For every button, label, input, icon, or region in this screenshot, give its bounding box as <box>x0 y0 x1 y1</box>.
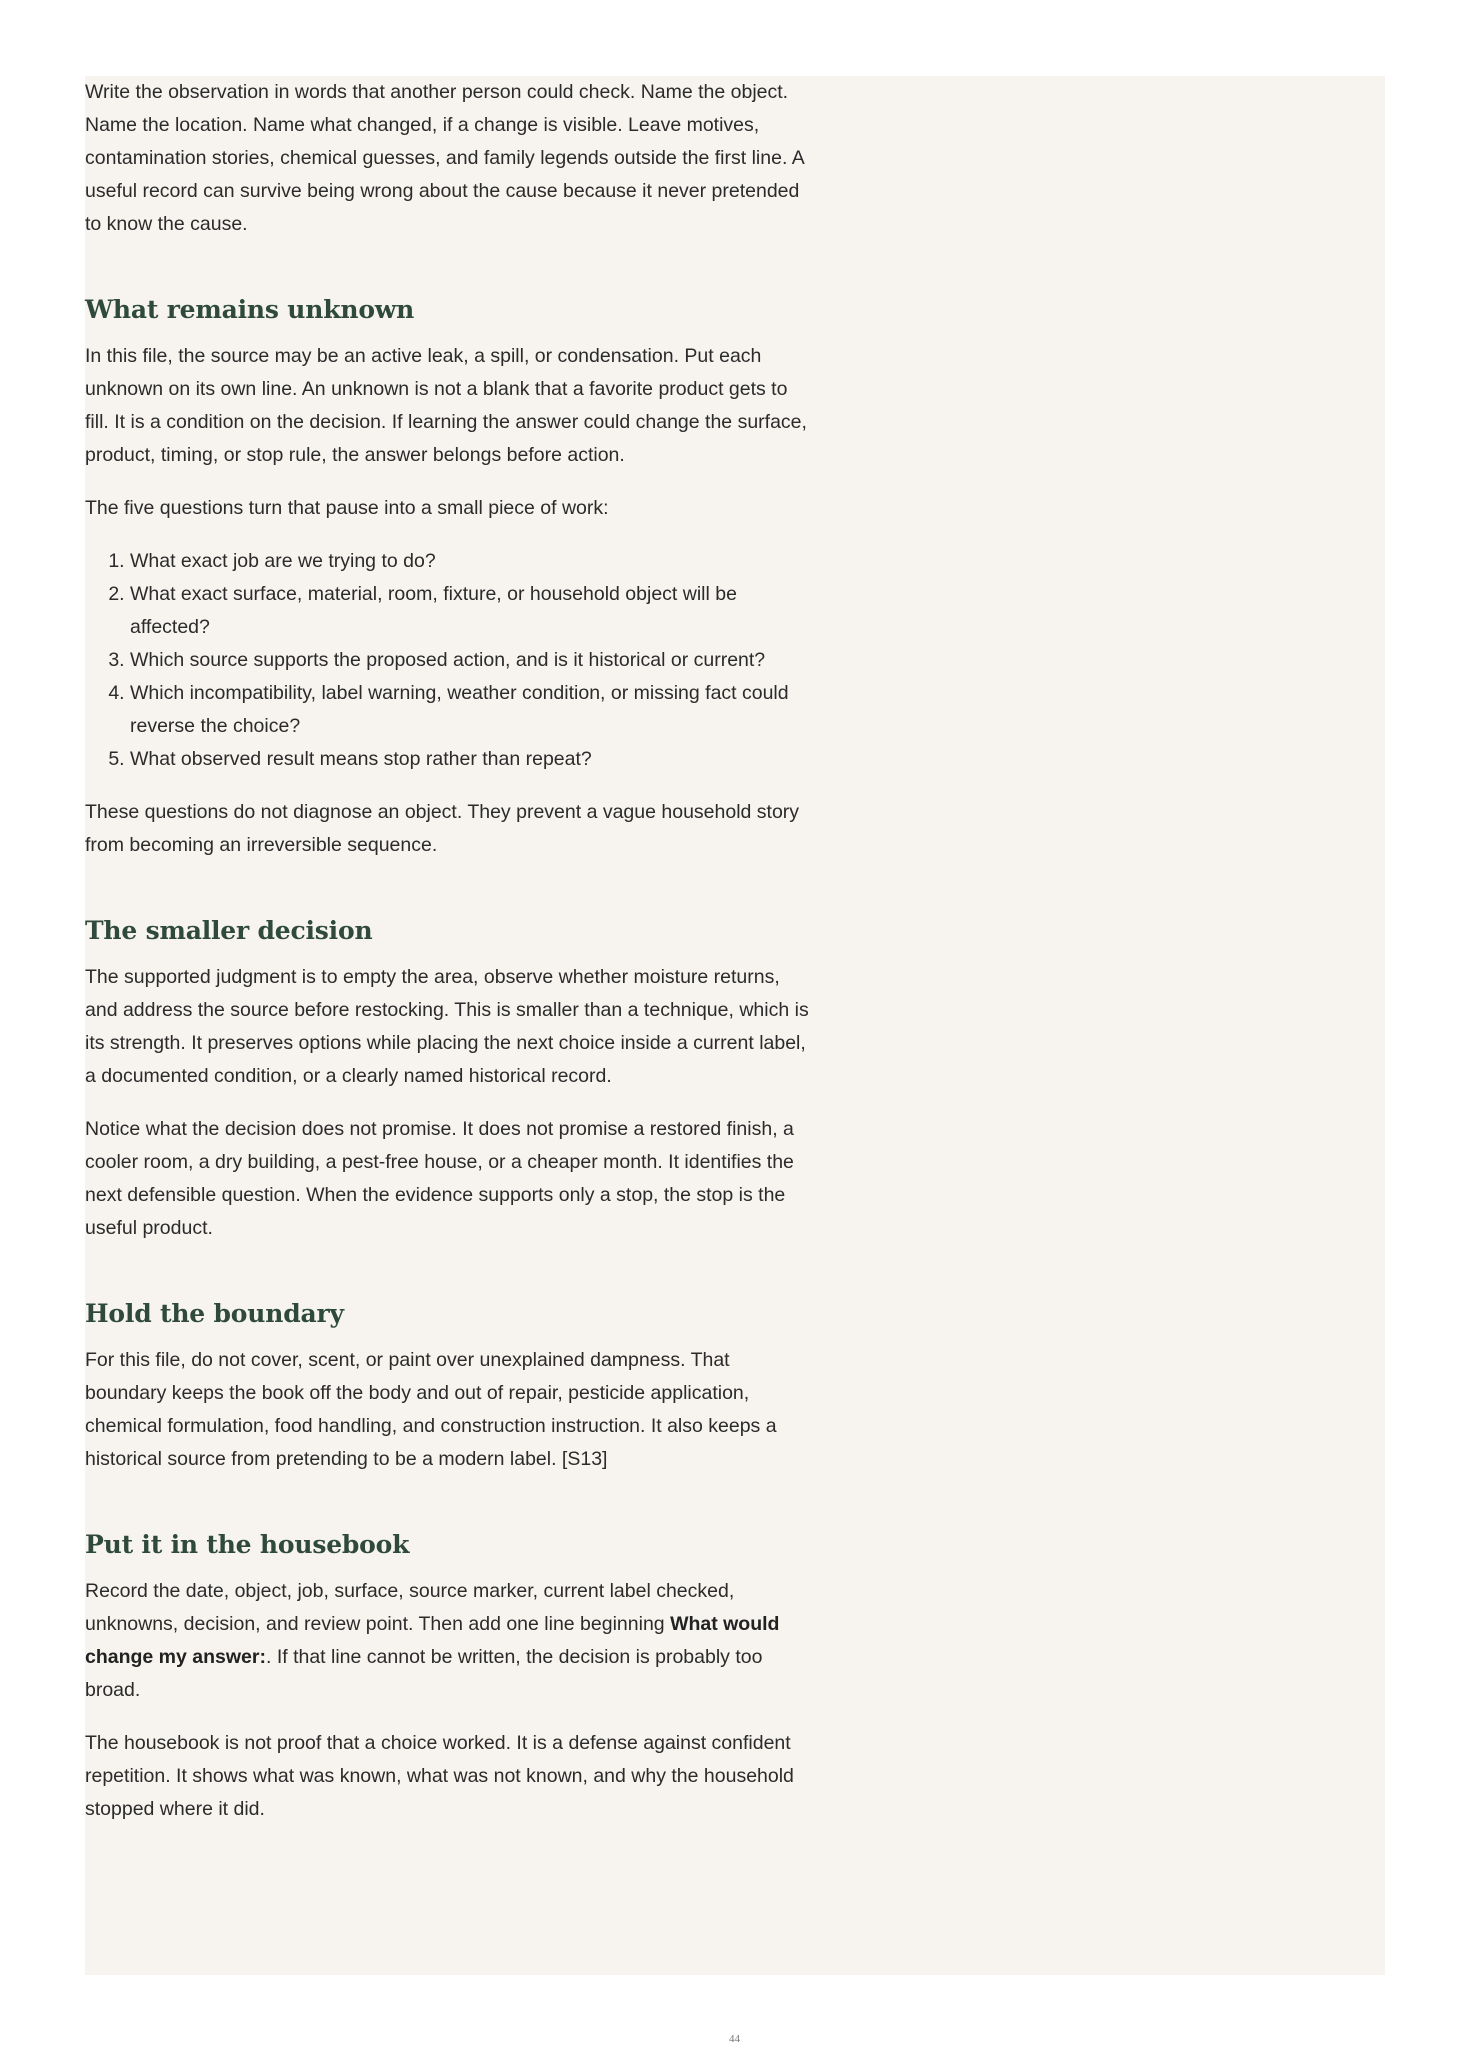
paragraph: The supported judgment is to empty the area, observe whether moisture returns, and address the source before restocking. This is smaller than a technique, which is its strength. It preserves options while placing the next choice inside a current label, a documented condition, or a clearly named historical record. <box>85 966 809 1087</box>
page-number: 44 <box>729 2033 740 2045</box>
paragraph: In this file, the source may be an active leak, a spill, or condensation. Put each unknown on its own line. An unknown is not a blank that a favorite product gets to fill. It is a condition on the decision. If learning the answer could change the surface, product, timing, or stop rule, the answer belongs before action. <box>85 345 807 466</box>
list-item: 2. What exact surface, material, room, fixture, or household object will be affected? <box>130 578 810 644</box>
text-run: Record the date, object, job, surface, source marker, current label checked, unknowns, decision, and review point. Then add one line beginning <box>85 1580 735 1635</box>
list-item: 1. What exact job are we trying to do? <box>130 545 810 578</box>
paragraph: For this file, do not cover, scent, or paint over unexplained dampness. That boundary keeps the book off the body and out of repair, pesticide application, chemical formulation, food handling, and construction instruction. It also keeps a historical source from pretending to be a modern label. [S13] <box>85 1349 777 1470</box>
section-heading-unknown: What remains unknown <box>85 295 415 324</box>
list-item: 4. Which incompatibility, label warning, weather condition, or missing fact could reverse the choice? <box>130 677 810 743</box>
document-body <box>85 76 810 1846</box>
paragraph: The five questions turn that pause into a small piece of work: <box>85 497 609 519</box>
paragraph: These questions do not diagnose an object. They prevent a vague household story from becoming an irreversible sequence. <box>85 801 800 856</box>
text-run: . If that line cannot be written, the decision is probably too broad. <box>85 1646 763 1701</box>
list-item: 3. Which source supports the proposed action, and is it historical or current? <box>130 644 810 677</box>
paragraph: The housebook is not proof that a choice worked. It is a defense against confident repetition. It shows what was known, what was not known, and why the household stopped where it did. <box>85 1732 794 1820</box>
paragraph: Notice what the decision does not promise. It does not promise a restored finish, a cooler room, a dry building, a pest-free house, or a cheaper month. It identifies the next defensible question. When the evidence supports only a stop, the stop is the useful product. <box>85 1118 794 1239</box>
section-heading-boundary: Hold the boundary <box>85 1299 344 1328</box>
section-heading-housebook: Put it in the housebook <box>85 1530 410 1559</box>
paragraph <box>85 1575 810 1707</box>
questions-list <box>85 545 810 776</box>
intro-paragraph: Write the observation in words that another person could check. Name the object. Name the location. Name what changed, if a change is visible. Leave motives, contamination stories, chemical guesses, and family legends outside the first line. A useful record can survive being wrong about the cause because it never pretended to know the cause. <box>85 81 804 235</box>
bold-phrase: What would change my answer: <box>85 1613 780 1668</box>
list-item: 5. What observed result means stop rather than repeat? <box>130 743 810 776</box>
section-heading-smaller-decision: The smaller decision <box>85 916 373 945</box>
